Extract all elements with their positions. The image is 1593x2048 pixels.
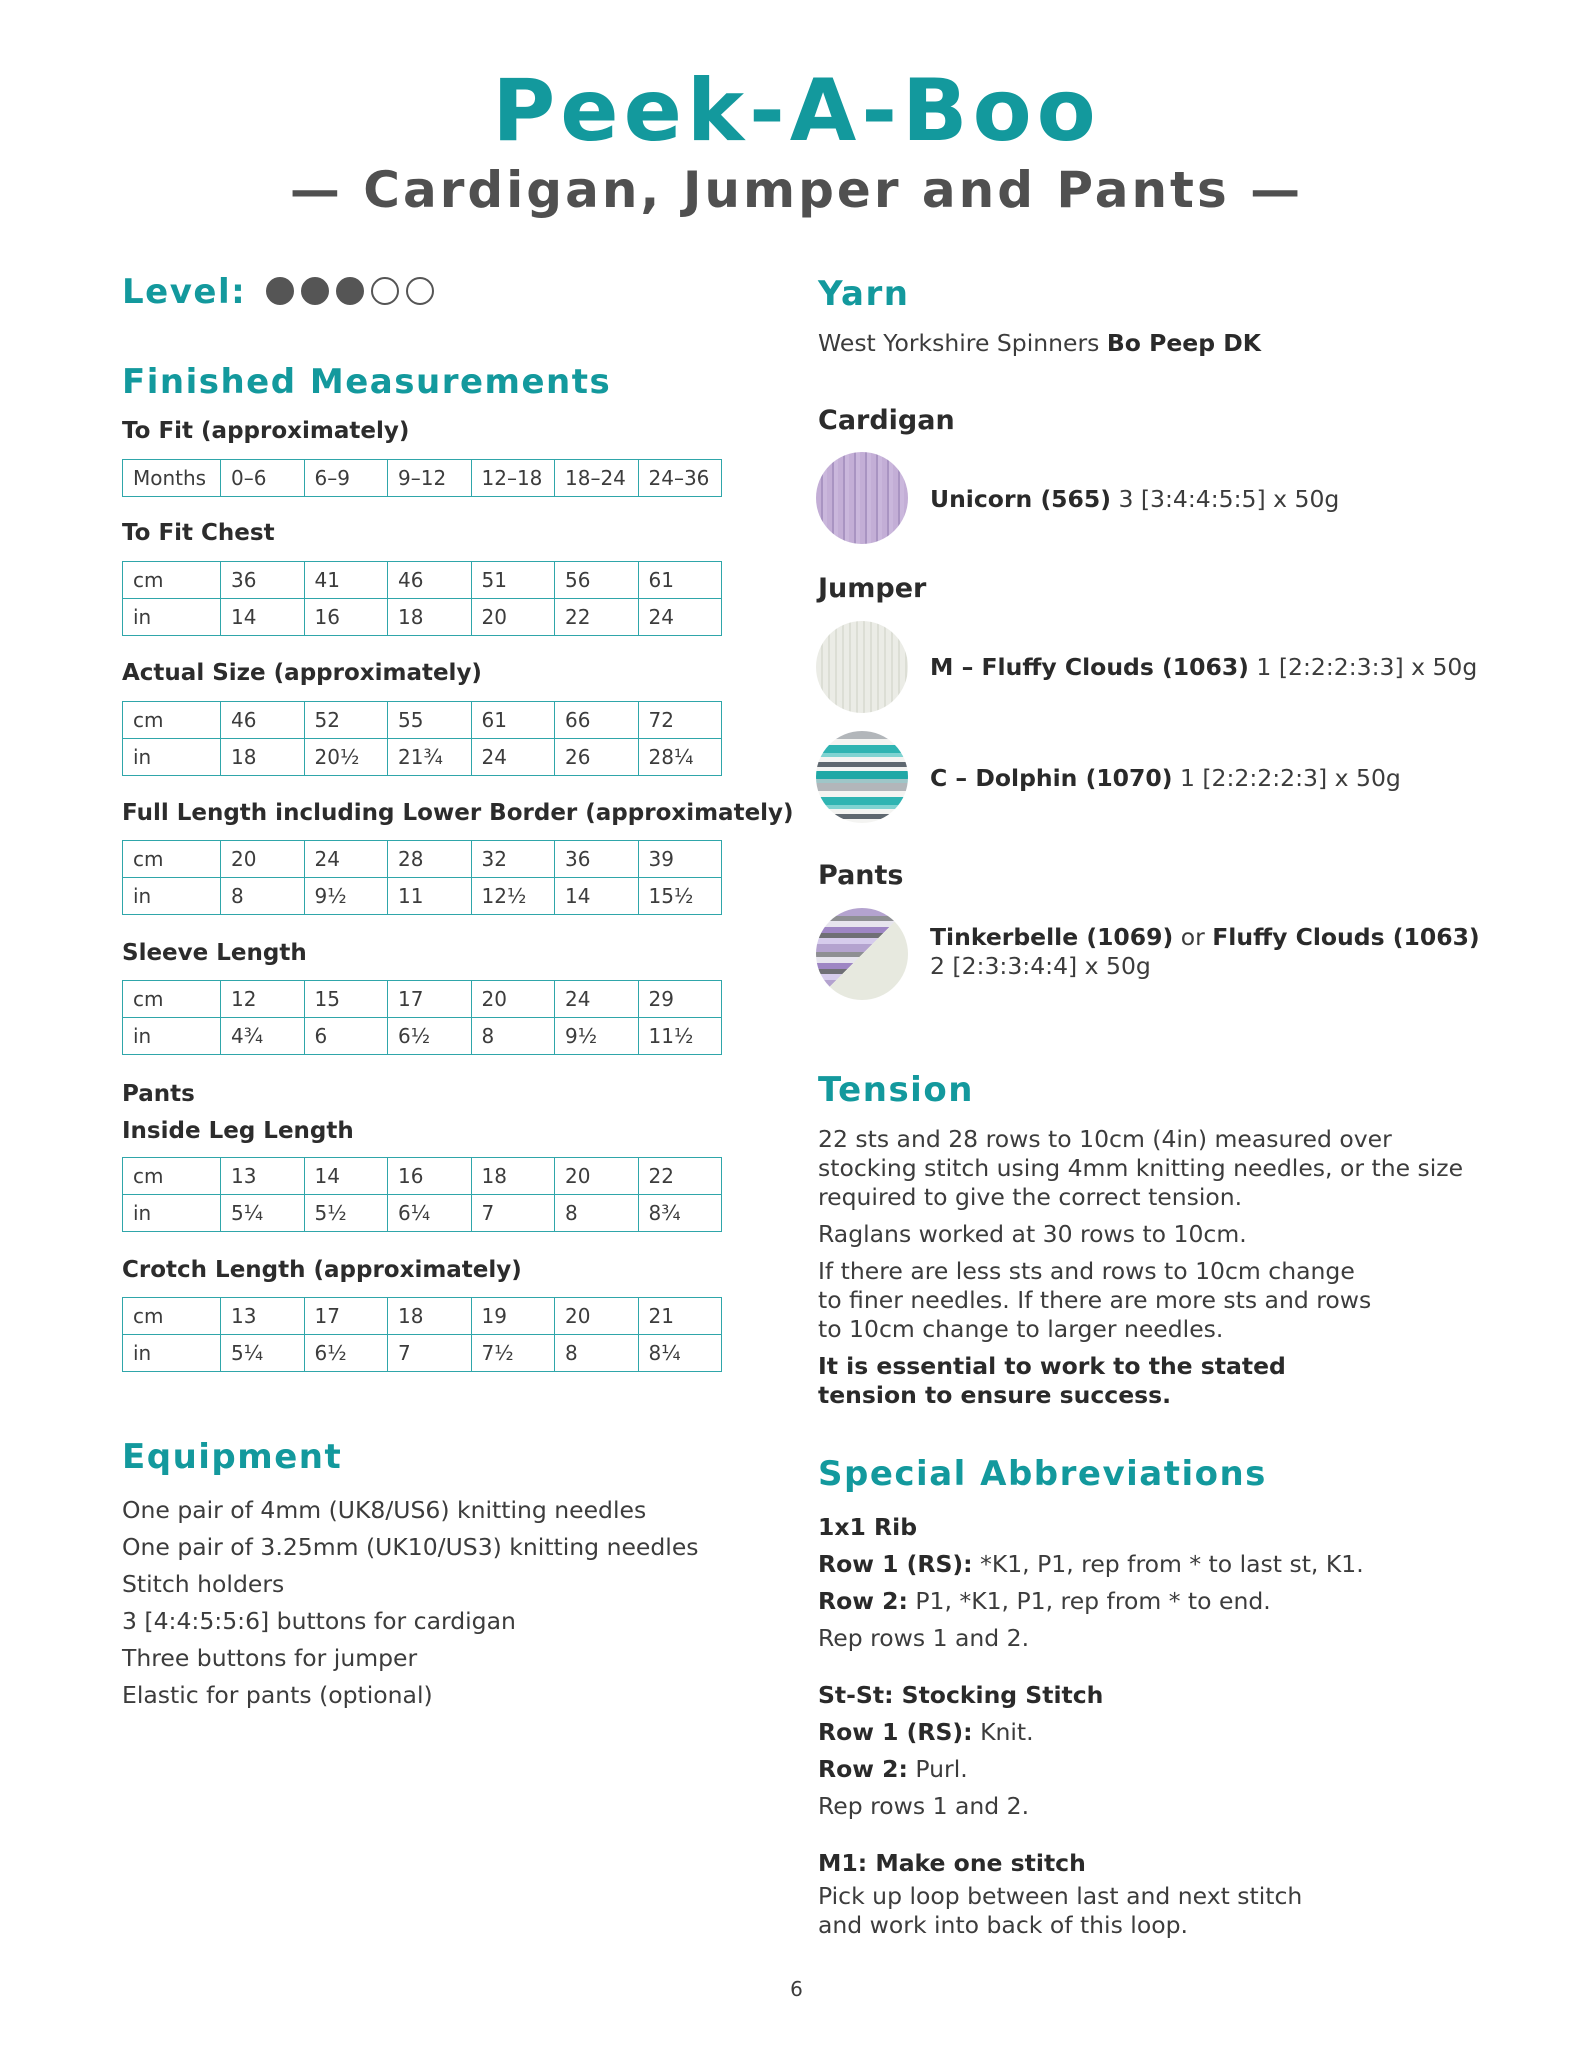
pants-yarn-name-2: Fluffy Clouds (1063)	[1212, 923, 1480, 951]
pants-yarn-name-1: Tinkerbelle (1069)	[930, 923, 1174, 951]
yarn-product: Bo Peep DK	[1106, 329, 1261, 357]
table-cell: 8¼	[638, 1335, 722, 1372]
jumper-contrast-yarn-name: C – Dolphin (1070)	[930, 764, 1173, 792]
jumper-label: Jumper	[818, 573, 927, 604]
tension-paragraph: 22 sts and 28 rows to 10cm (4in) measured over stocking stitch using 4mm knitting needles, or the size required to give the correct tension.	[818, 1125, 1464, 1211]
table-cell: 9–12	[388, 460, 472, 497]
table-cell: in	[123, 599, 221, 636]
tension-paragraph: Raglans worked at 30 rows to 10cm.	[818, 1220, 1247, 1248]
abbreviations-heading: Special Abbreviations	[818, 1454, 1267, 1494]
table-cell: 18	[471, 1158, 555, 1195]
table-cell: 14	[555, 878, 639, 915]
dolphin-swatch	[816, 731, 908, 823]
full-length-label: Full Length including Lower Border (approximately)	[122, 800, 794, 826]
table-cell: cm	[123, 562, 221, 599]
tension-heading: Tension	[818, 1070, 974, 1110]
table-cell: 17	[388, 981, 472, 1018]
table-cell: 14	[221, 599, 305, 636]
table-cell: 36	[555, 841, 639, 878]
table-cell: 22	[555, 599, 639, 636]
filled-dot-icon	[301, 277, 329, 305]
table-cell: 51	[471, 562, 555, 599]
table-cell: 12	[221, 981, 305, 1018]
table-cell: 32	[471, 841, 555, 878]
stocking-repeat: Rep rows 1 and 2.	[818, 1792, 1030, 1820]
table-cell: 20½	[304, 739, 388, 776]
cardigan-yarn	[930, 485, 1339, 514]
table-cell: cm	[123, 1158, 221, 1195]
cardigan-yarn-name: Unicorn (565)	[930, 485, 1111, 513]
table-cell: 24	[555, 981, 639, 1018]
table-cell: 7	[471, 1195, 555, 1232]
crotch-length-table	[122, 1297, 722, 1372]
stocking-stitch-title: St-St: Stocking Stitch	[818, 1681, 1104, 1709]
table-cell: 21¾	[388, 739, 472, 776]
page-number: 6	[790, 1977, 803, 2001]
tension-text	[818, 1125, 1478, 1410]
pants-label: Pants	[122, 1081, 195, 1107]
stocking-row-1: Row 1 (RS): Knit.	[818, 1718, 1034, 1746]
tinkerbelle-swatch	[816, 908, 908, 1000]
table-cell: 8¾	[638, 1195, 722, 1232]
table-cell: 11½	[638, 1018, 722, 1055]
table-cell: 7½	[471, 1335, 555, 1372]
table-row	[123, 1158, 722, 1195]
tension-paragraph: If there are less sts and rows to 10cm change to finer needles. If there are more sts and rows to 10cm change to larger needles.	[818, 1257, 1372, 1343]
table-cell: 17	[304, 1298, 388, 1335]
table-row	[123, 841, 722, 878]
table-cell: 24	[304, 841, 388, 878]
table-row	[123, 981, 722, 1018]
level-rating	[122, 272, 434, 312]
table-cell: 0–6	[221, 460, 305, 497]
level-label: Level:	[122, 272, 247, 312]
table-cell: 61	[638, 562, 722, 599]
table-cell: 8	[221, 878, 305, 915]
table-cell: 21	[638, 1298, 722, 1335]
table-cell: 6–9	[304, 460, 388, 497]
rib-row-1: Row 1 (RS): *K1, P1, rep from * to last st, K1.	[818, 1550, 1364, 1578]
empty-dot-icon	[371, 277, 399, 305]
table-row	[123, 1335, 722, 1372]
full-length-table	[122, 840, 722, 915]
equipment-heading: Equipment	[122, 1437, 343, 1477]
table-row	[123, 1195, 722, 1232]
table-cell: cm	[123, 981, 221, 1018]
table-cell: 28	[388, 841, 472, 878]
abbreviations-list	[818, 1509, 1478, 1940]
table-row	[123, 1298, 722, 1335]
table-cell: in	[123, 1018, 221, 1055]
table-cell: 20	[471, 599, 555, 636]
table-cell: 20	[471, 981, 555, 1018]
table-cell: cm	[123, 702, 221, 739]
table-cell: 20	[555, 1298, 639, 1335]
inside-leg-label: Inside Leg Length	[122, 1118, 354, 1144]
table-cell: 20	[221, 841, 305, 878]
table-cell: 46	[221, 702, 305, 739]
filled-dot-icon	[266, 277, 294, 305]
table-cell: 55	[388, 702, 472, 739]
cardigan-label: Cardigan	[818, 405, 955, 436]
chest-table	[122, 561, 722, 636]
table-cell: 16	[304, 599, 388, 636]
table-cell: 18	[221, 739, 305, 776]
table-cell: 12½	[471, 878, 555, 915]
table-cell: Months	[123, 460, 221, 497]
table-cell: in	[123, 1195, 221, 1232]
table-cell: 6	[304, 1018, 388, 1055]
table-cell: 8	[555, 1335, 639, 1372]
page-title: Peek-A-Boo	[492, 61, 1101, 161]
table-cell: 12–18	[471, 460, 555, 497]
measurements-heading: Finished Measurements	[122, 362, 612, 402]
table-cell: 24	[471, 739, 555, 776]
table-cell: cm	[123, 841, 221, 878]
jumper-contrast-yarn	[930, 764, 1401, 793]
table-cell: 18	[388, 599, 472, 636]
m1-text: Pick up loop between last and next stitch and work into back of this loop.	[818, 1882, 1303, 1939]
page-subtitle: — Cardigan, Jumper and Pants —	[289, 161, 1304, 219]
equipment-item: One pair of 4mm (UK8/US6) knitting needles	[122, 1496, 647, 1524]
chest-label: To Fit Chest	[122, 520, 275, 546]
fluffy-clouds-swatch	[816, 621, 908, 713]
table-row	[123, 1018, 722, 1055]
crotch-length-label: Crotch Length (approximately)	[122, 1257, 522, 1283]
table-cell: 56	[555, 562, 639, 599]
sleeve-length-table	[122, 980, 722, 1055]
yarn-brand-name: West Yorkshire Spinners	[818, 329, 1100, 357]
table-cell: in	[123, 739, 221, 776]
level-dots	[266, 277, 434, 305]
actual-size-table	[122, 701, 722, 776]
table-cell: 24–36	[638, 460, 722, 497]
table-cell: 13	[221, 1298, 305, 1335]
table-cell: 8	[555, 1195, 639, 1232]
sleeve-length-label: Sleeve Length	[122, 940, 307, 966]
table-cell: 24	[638, 599, 722, 636]
table-cell: 26	[555, 739, 639, 776]
equipment-item: One pair of 3.25mm (UK10/US3) knitting needles	[122, 1533, 699, 1561]
cardigan-yarn-qty: 3 [3:4:4:5:5] x 50g	[1118, 485, 1340, 513]
table-cell: 8	[471, 1018, 555, 1055]
table-cell: 18	[388, 1298, 472, 1335]
table-cell: 11	[388, 878, 472, 915]
equipment-item: Elastic for pants (optional)	[122, 1681, 433, 1709]
equipment-item: Three buttons for jumper	[122, 1644, 418, 1672]
rib-title: 1x1 Rib	[818, 1513, 918, 1541]
table-cell: 5¼	[221, 1195, 305, 1232]
table-cell: 22	[638, 1158, 722, 1195]
stocking-row-2: Row 2: Purl.	[818, 1755, 968, 1783]
table-cell: 6½	[304, 1335, 388, 1372]
table-cell: 15½	[638, 878, 722, 915]
jumper-main-yarn	[930, 653, 1477, 682]
table-cell: 28¼	[638, 739, 722, 776]
table-cell: 66	[555, 702, 639, 739]
m1-title: M1: Make one stitch	[818, 1849, 1086, 1877]
rib-row-2: Row 2: P1, *K1, P1, rep from * to end.	[818, 1587, 1271, 1615]
unicorn-swatch	[816, 452, 908, 544]
pants-yarn-or: or	[1180, 923, 1205, 951]
table-cell: 18–24	[555, 460, 639, 497]
table-cell: 19	[471, 1298, 555, 1335]
table-row	[123, 562, 722, 599]
table-cell: 14	[304, 1158, 388, 1195]
table-cell: 52	[304, 702, 388, 739]
pants-yarn-label: Pants	[818, 860, 904, 891]
jumper-main-yarn-name: M – Fluffy Clouds (1063)	[930, 653, 1249, 681]
table-row	[123, 878, 722, 915]
pants-yarn	[930, 923, 1480, 981]
jumper-main-yarn-qty: 1 [2:2:2:3:3] x 50g	[1256, 653, 1478, 681]
table-cell: 5¼	[221, 1335, 305, 1372]
table-cell: 9½	[555, 1018, 639, 1055]
yarn-brand	[818, 329, 1261, 358]
table-cell: 20	[555, 1158, 639, 1195]
table-cell: 39	[638, 841, 722, 878]
table-cell: in	[123, 878, 221, 915]
actual-size-label: Actual Size (approximately)	[122, 660, 482, 686]
table-cell: 16	[388, 1158, 472, 1195]
table-cell: cm	[123, 1298, 221, 1335]
table-cell: 29	[638, 981, 722, 1018]
empty-dot-icon	[406, 277, 434, 305]
filled-dot-icon	[336, 277, 364, 305]
table-cell: 13	[221, 1158, 305, 1195]
table-row	[123, 702, 722, 739]
equipment-list	[122, 1492, 762, 1714]
inside-leg-table	[122, 1157, 722, 1232]
months-table	[122, 459, 722, 497]
table-cell: 7	[388, 1335, 472, 1372]
table-cell: 46	[388, 562, 472, 599]
table-row	[123, 599, 722, 636]
jumper-contrast-yarn-qty: 1 [2:2:2:2:3] x 50g	[1179, 764, 1401, 792]
table-cell: 72	[638, 702, 722, 739]
table-cell: 9½	[304, 878, 388, 915]
table-cell: 6½	[388, 1018, 472, 1055]
table-cell: 15	[304, 981, 388, 1018]
table-cell: 41	[304, 562, 388, 599]
table-cell: 36	[221, 562, 305, 599]
tension-warning: It is essential to work to the stated tension to ensure success.	[818, 1352, 1286, 1409]
equipment-item: Stitch holders	[122, 1570, 285, 1598]
pants-yarn-qty: 2 [2:3:3:4:4] x 50g	[930, 952, 1151, 980]
table-cell: 6¼	[388, 1195, 472, 1232]
table-row	[123, 739, 722, 776]
table-cell: 5½	[304, 1195, 388, 1232]
table-cell: 4¾	[221, 1018, 305, 1055]
table-cell: 61	[471, 702, 555, 739]
table-cell: in	[123, 1335, 221, 1372]
to-fit-label: To Fit (approximately)	[122, 418, 410, 444]
rib-repeat: Rep rows 1 and 2.	[818, 1624, 1030, 1652]
yarn-heading: Yarn	[818, 274, 910, 314]
table-row	[123, 460, 722, 497]
equipment-item: 3 [4:4:5:5:6] buttons for cardigan	[122, 1607, 516, 1635]
